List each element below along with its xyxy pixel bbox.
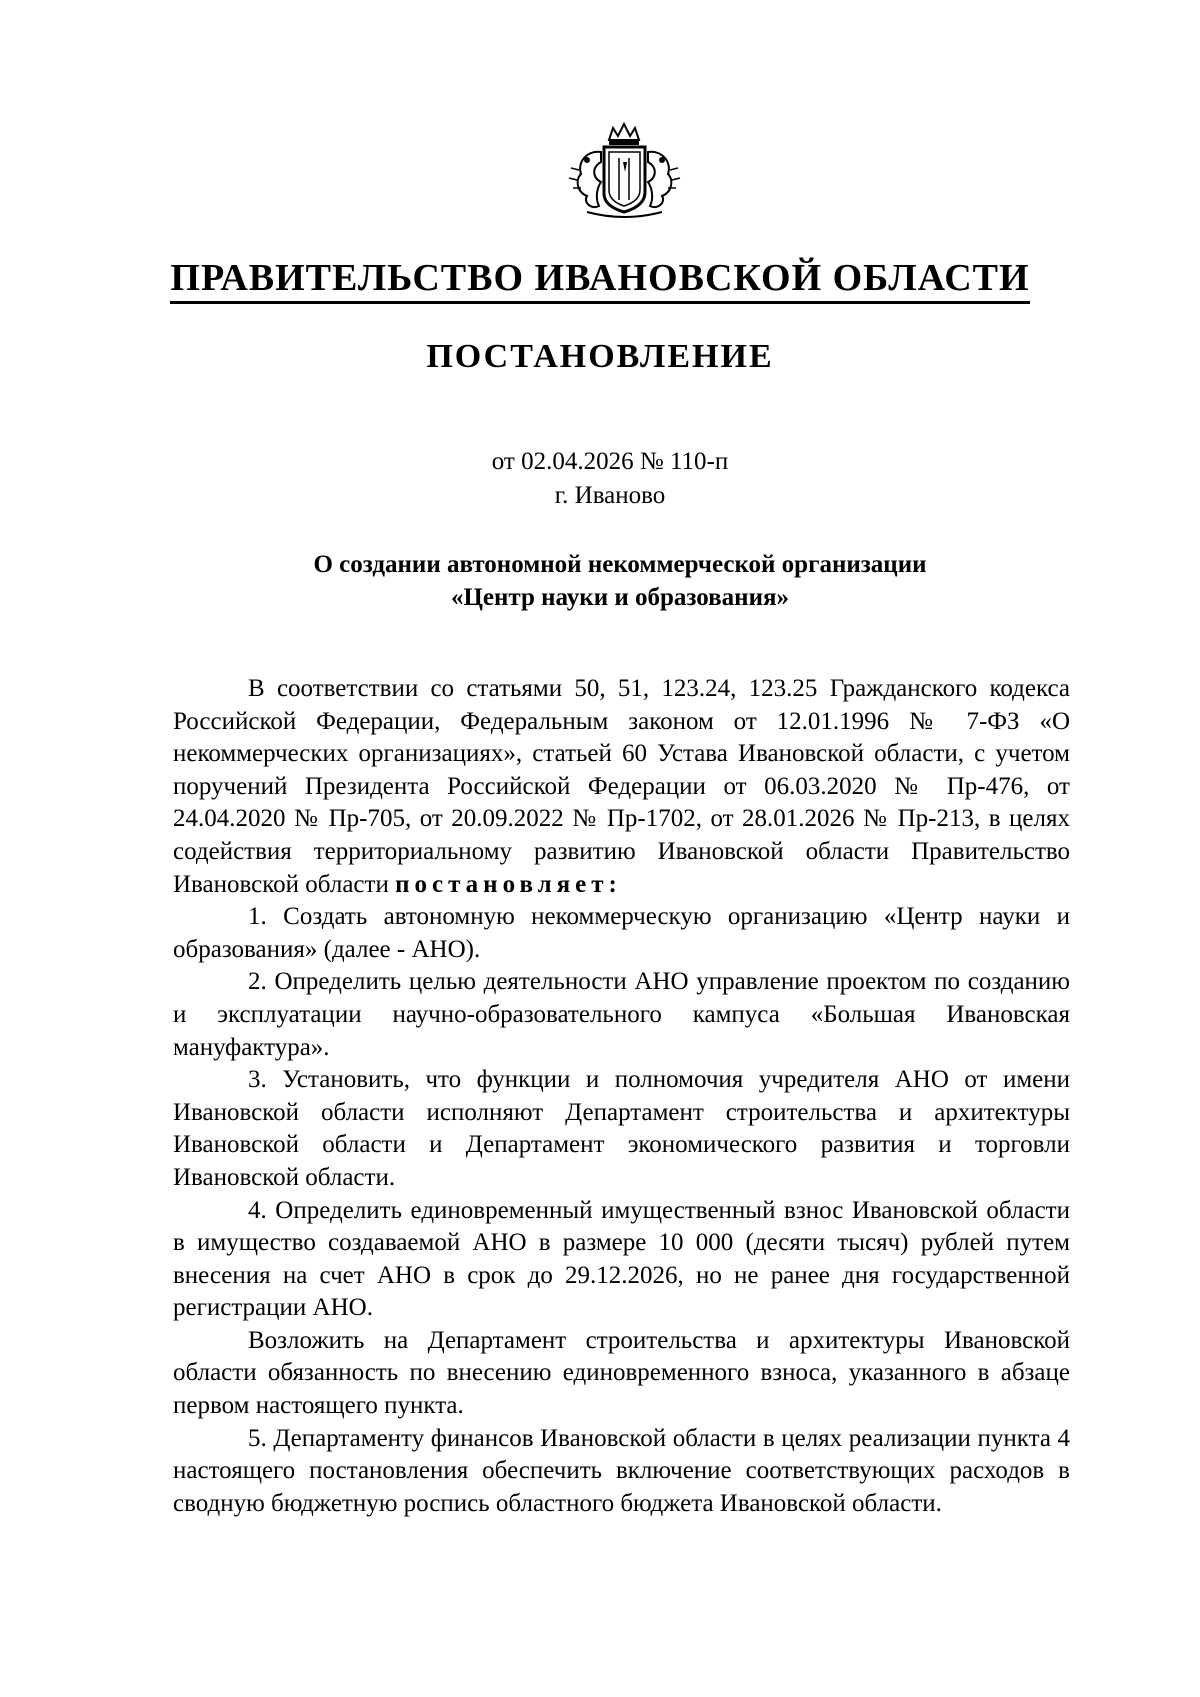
clause-5: 5. Департаменту финансов Ивановской области в целях реализации пункта 4 настоящего постановления обеспечить включение соответствующих расходов в сводную бюджетную роспись областного бюджета Ивановской области. [173, 1424, 1070, 1517]
coat-of-arms-icon [557, 122, 692, 222]
subject-line-1: О создании автономной некоммерческой организации [313, 551, 927, 578]
document-type-heading: ПОСТАНОВЛЕНИЕ [426, 338, 774, 375]
document-subject [170, 548, 1070, 614]
clause-2: 2. Определить целью деятельности АНО управление проектом по созданию и эксплуатации научно-образовательного кампуса «Большая Ивановская мануфактура». [173, 968, 1070, 1061]
subject-line-2: «Центр науки и образования» [450, 584, 790, 611]
preamble-paragraph [173, 673, 1070, 901]
document-body [173, 673, 1070, 1520]
preamble-text: В соответствии со статьями 50, 51, 123.24, 123.25 Гражданского кодекса Российской Федерации, Федеральным законом от 12.01.1996 № 7-ФЗ «О некоммерческих организациях», статьей 60 Устава Ивановской области, с учетом поручений Президента Российской Федерации от 06.03.2020 № Пр-476, от 24.04.2020 № Пр-705, от 20.09.2022 № Пр-1702, от 28.01.2026 № Пр-213, в целях содействия территориальному развитию Ивановской области Правительство Ивановской области [173, 675, 1070, 898]
document-city: г. Иваново [554, 482, 666, 509]
clause-4: 4. Определить единовременный имущественный взнос Ивановской области в имущество создаваемой АНО в размере 10 000 (десяти тысяч) рублей путем внесения на счет АНО в срок до 29.12.2026, но не ранее дня государственной регистрации АНО. [173, 1196, 1070, 1322]
clause-4-paragraph-2: Возложить на Департамент строительства и архитектуры Ивановской области обязанность по внесению единовременного взноса, указанного в абзаце первом настоящего пункта. [173, 1326, 1070, 1420]
decree-word: постановляет: [395, 870, 622, 898]
clause-1: 1. Создать автономную некоммерческую организацию «Центр науки и образования» (далее - АНО). [173, 903, 1070, 963]
organization-title: ПРАВИТЕЛЬСТВО ИВАНОВСКОЙ ОБЛАСТИ [0, 258, 1200, 300]
document-date-number: от 02.04.2026 № 110-п [491, 448, 729, 475]
clause-3: 3. Установить, что функции и полномочия учредителя АНО от имени Ивановской области исполняют Департамент строительства и архитектуры Ивановской области и Департамент экономического развития и торговли Ивановской области. [173, 1066, 1070, 1191]
